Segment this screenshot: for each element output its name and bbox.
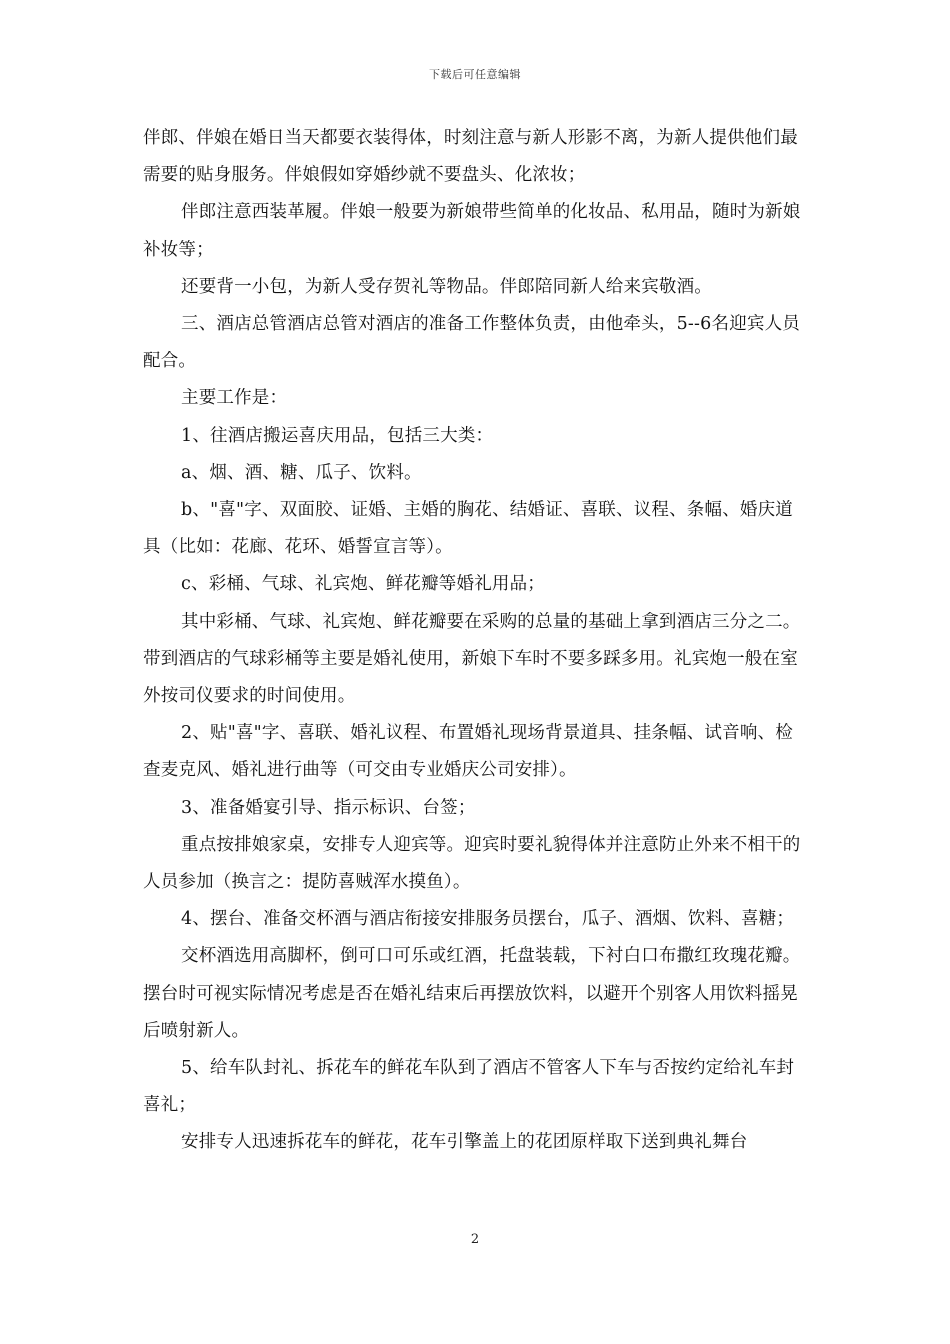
paragraph: 伴郎、伴娘在婚日当天都要衣装得体，时刻注意与新人形影不离，为新人提供他们最需要的贴身服务。伴娘假如穿婚纱就不要盘头、化浓妆；: [143, 128, 798, 186]
paragraph: 主要工作是：: [181, 388, 288, 409]
page-number: 2: [470, 1232, 480, 1247]
paragraph: 伴郎注意西装革履。伴娘一般要为新娘带些简单的化妆品、私用品，随时为新娘补妆等；: [143, 202, 801, 260]
paragraph: 重点按排娘家桌，安排专人迎宾等。迎宾时要礼貌得体并注意防止外来不相干的人员参加（换言之：提防喜贼浑水摸鱼）。: [143, 834, 801, 893]
paragraph: 1、往酒店搬运喜庆用品，包括三大类：: [181, 425, 494, 446]
paragraph: 3、准备婚宴引导、指示标识、台签；: [181, 797, 476, 818]
paragraph: 4、摆台、准备交杯酒与酒店衔接安排服务员摆台，瓜子、酒烟、饮料、喜糖；: [181, 909, 795, 930]
paragraph: 安排专人迅速拆花车的鲜花，花车引擎盖上的花团原样取下送到典礼舞台: [181, 1132, 748, 1153]
paragraph: 5、给车队封礼、拆花车的鲜花车队到了酒店不管客人下车与否按约定给礼车封喜礼；: [143, 1058, 795, 1116]
paragraph: 三、酒店总管酒店总管对酒店的准备工作整体负责，由他牵头，5--6名迎宾人员配合。: [143, 314, 800, 372]
paragraph: b、"喜"字、双面胶、证婚、主婚的胸花、结婚证、喜联、议程、条幅、婚庆道具（比如：花廊、花环、婚誓宣言等）。: [143, 500, 793, 558]
paragraph: 交杯酒选用高脚杯，倒可口可乐或红酒，托盘装载，下衬白口布撒红玫瑰花瓣。摆台时可视实际情况考虑是否在婚礼结束后再摆放饮料，以避开个别客人用饮料摇晃后喷射新人。: [143, 946, 801, 1041]
document-body: [143, 120, 810, 1162]
page-header: 下载后可任意编辑: [429, 68, 521, 81]
paragraph: 2、贴"喜"字、喜联、婚礼议程、布置婚礼现场背景道具、挂条幅、试音响、检查麦克风、婚礼进行曲等（可交由专业婚庆公司安排）。: [143, 723, 793, 781]
paragraph: a、烟、酒、糖、瓜子、饮料。: [181, 462, 422, 483]
paragraph: c、彩桶、气球、礼宾炮、鲜花瓣等婚礼用品；: [181, 574, 545, 595]
paragraph: 还要背一小包，为新人受存贺礼等物品。伴郎陪同新人给来宾敬酒。: [181, 276, 712, 297]
paragraph: 其中彩桶、气球、礼宾炮、鲜花瓣要在采购的总量的基础上拿到酒店三分之二。带到酒店的气球彩桶等主要是婚礼使用，新娘下车时不要多踩多用。礼宾炮一般在室外按司仪要求的时间使用。: [143, 611, 801, 707]
